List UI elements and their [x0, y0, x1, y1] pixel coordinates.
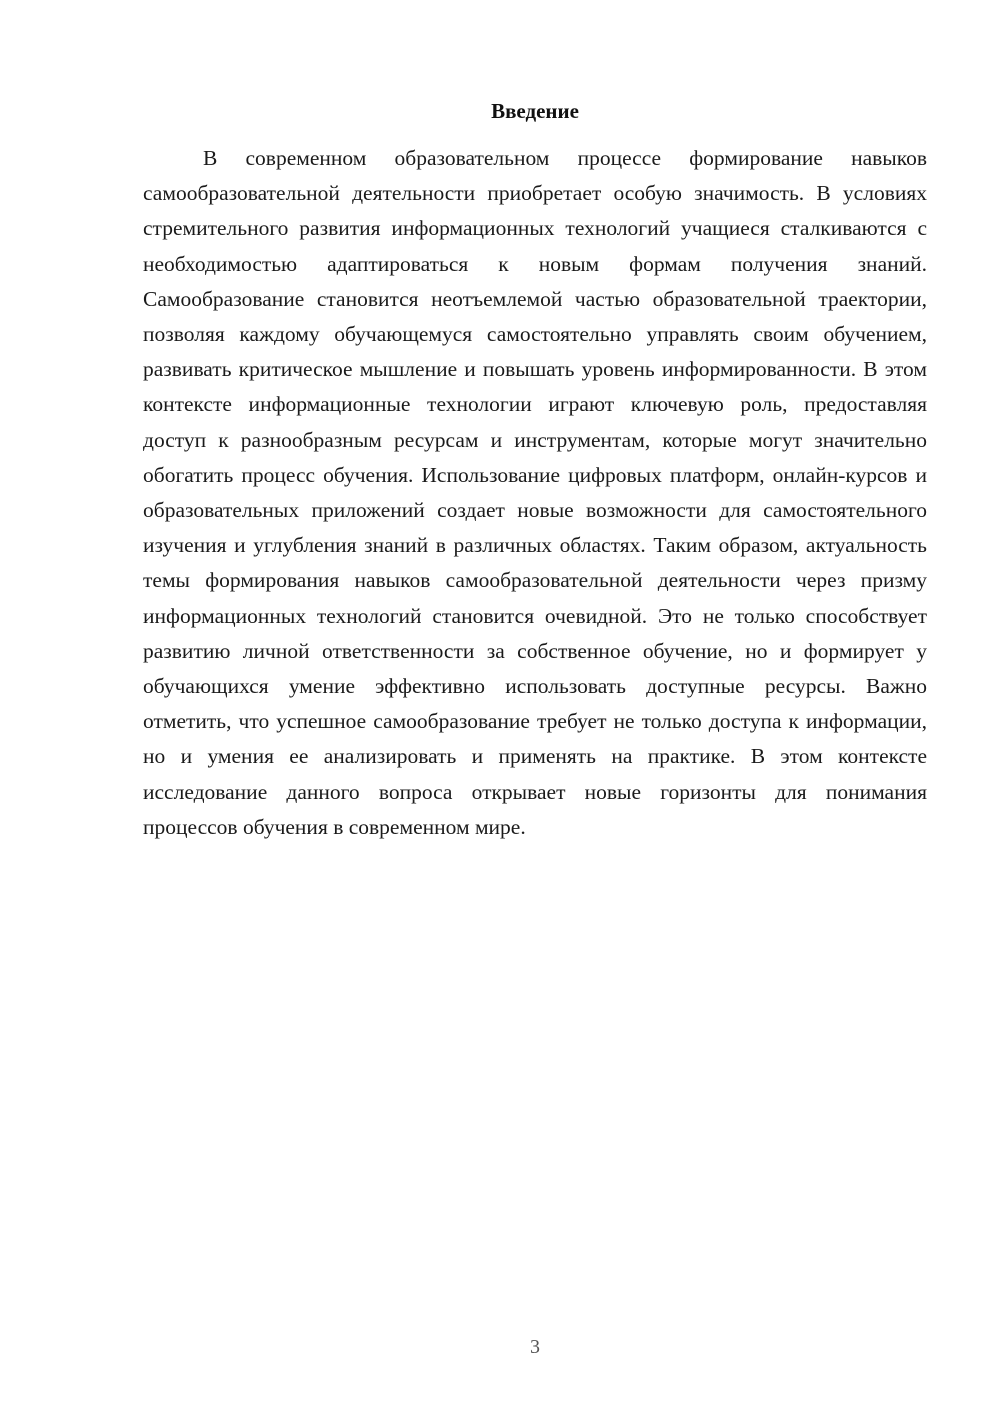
body-paragraph: В современном образовательном процессе формирование навыков самообразовательной деятельности приобретает особую значимость. В условиях стремительного развития информационных технологий учащиеся сталкиваются с необходимостью адаптироваться к новым формам получения знаний. Самообразование становится неотъемлемой частью образовательной траектории, позволяя каждому обучающемуся самостоятельно управлять своим обучением, развивать критическое мышление и повышать уровень информированности. В этом контексте информационные технологии играют ключевую роль, предоставляя доступ к разнообразным ресурсам и инструментам, которые могут значительно обогатить процесс обучения. Использование цифровых платформ, онлайн-курсов и образовательных приложений создает новые возможности для самостоятельного изучения и углубления знаний в различных областях. Таким образом, актуальность темы формирования навыков самообразовательной деятельности через призму информационных технологий становится очевидной. Это не только способствует развитию личной ответственности за собственное обучение, но и формирует у обучающихся умение эффективно использовать доступные ресурсы. Важно отметить, что успешное самообразование требует не только доступа к информации, но и умения ее анализировать и применять на практике. В этом контексте исследование данного вопроса открывает новые горизонты для понимания процессов обучения в современном мире. [143, 146, 927, 839]
section-title: Введение [491, 99, 579, 123]
page-number: 3 [530, 1336, 540, 1358]
